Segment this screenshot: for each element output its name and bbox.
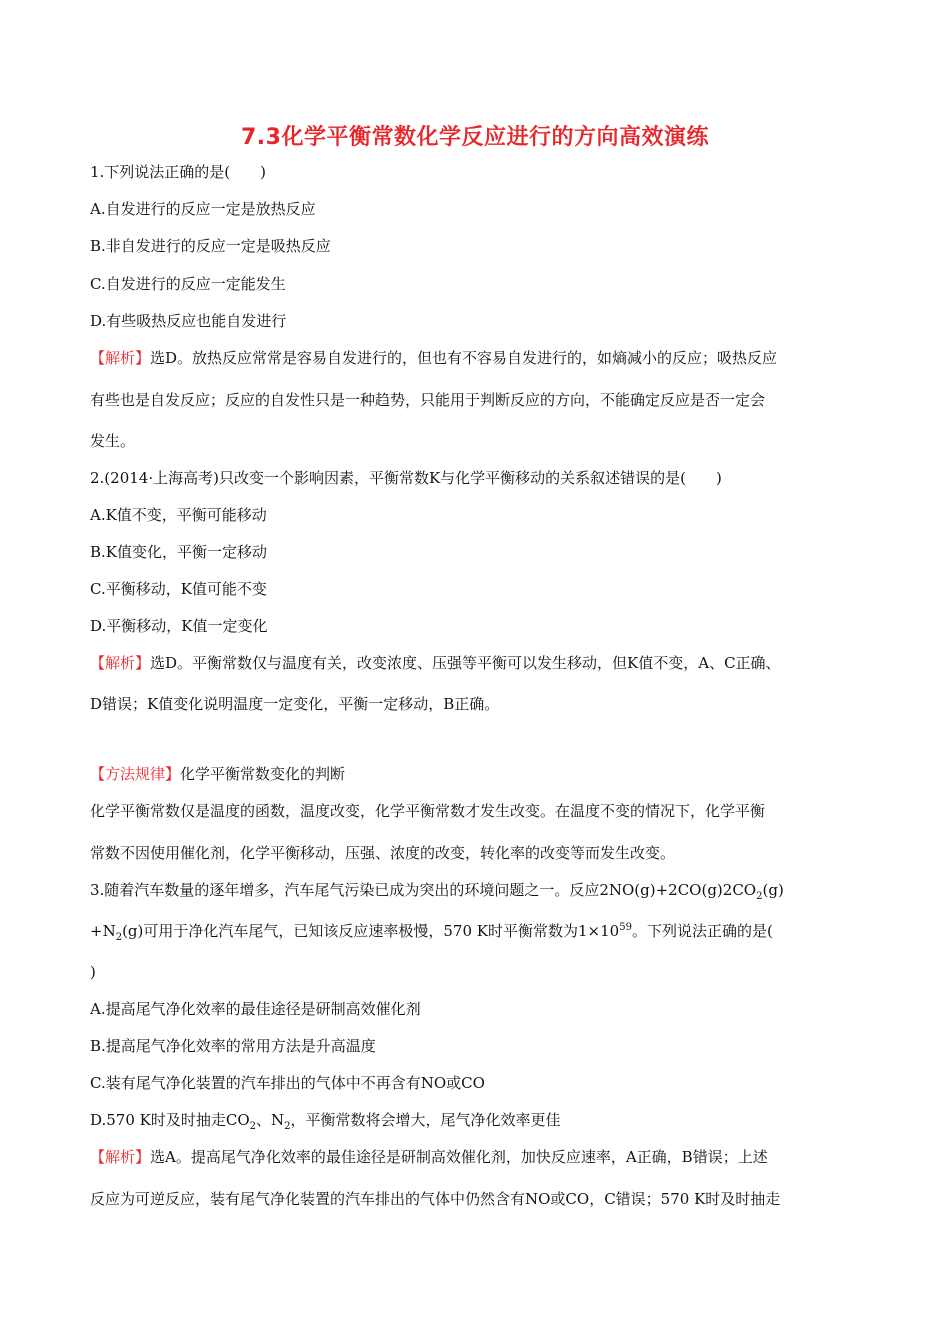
question-3-stem-text: 3.随着汽车数量的逐年增多，汽车尾气污染已成为突出的环境问题之一。反应2NO(g)+2CO(g)2CO [90, 881, 757, 899]
question-3-stem-text: 。下列说法正确的是( [631, 922, 773, 940]
subscript: 2 [284, 1121, 291, 1132]
method-heading [90, 764, 880, 784]
question-3-stem-line-2 [90, 921, 880, 941]
analysis-tag: 【解析】 [90, 1148, 151, 1166]
question-1-analysis-line-3: 发生。 [90, 432, 136, 450]
option-text: ，平衡常数将会增大，尾气净化效率更佳 [290, 1111, 561, 1129]
question-1-analysis-line-2: 有些也是自发反应；反应的自发性只是一种趋势，只能用于判断反应的方向，不能确定反应是否一定会 [90, 391, 766, 409]
subscript: 2 [756, 891, 763, 902]
method-line-2: 常数不因使用催化剂，化学平衡移动，压强、浓度的改变，转化率的改变等而发生改变。 [90, 844, 676, 862]
analysis-text: 选D。放热反应常常是容易自发进行的，但也有不容易自发进行的，如熵减小的反应；吸热反应 [150, 349, 778, 367]
subscript: 2 [115, 932, 123, 943]
question-2-option-c: C.平衡移动，K值可能不变 [90, 580, 267, 598]
analysis-tag: 【解析】 [90, 654, 151, 672]
superscript: 59 [619, 922, 632, 933]
question-1-option-d: D.有些吸热反应也能自发进行 [90, 312, 287, 330]
question-3-option-b: B.提高尾气净化效率的常用方法是升高温度 [90, 1037, 376, 1055]
question-1-option-b: B.非自发进行的反应一定是吸热反应 [90, 237, 331, 255]
page-title: 7.3化学平衡常数化学反应进行的方向高效演练 [241, 125, 709, 150]
question-3-stem-text: +N [90, 922, 116, 940]
question-3-stem-line-3: ) [90, 963, 96, 981]
method-line-1: 化学平衡常数仅是温度的函数，温度改变，化学平衡常数才发生改变。在温度不变的情况下，化学平衡 [90, 802, 766, 820]
question-3-option-a: A.提高尾气净化效率的最佳途径是研制高效催化剂 [90, 1000, 421, 1018]
subscript: 2 [249, 1121, 257, 1132]
question-3-option-c: C.装有尾气净化装置的汽车排出的气体中不再含有NO或CO [90, 1074, 485, 1092]
question-2-analysis-line-1 [90, 653, 880, 673]
question-1-analysis-line-1 [90, 348, 880, 368]
question-2-analysis-line-2: D错误；K值变化说明温度一定变化，平衡一定移动，B正确。 [90, 695, 500, 713]
method-heading-text: 化学平衡常数变化的判断 [180, 765, 346, 783]
method-tag: 【方法规律】 [90, 765, 181, 783]
question-2-option-b: B.K值变化，平衡一定移动 [90, 543, 267, 561]
option-text: 、N [256, 1111, 285, 1129]
question-1-option-a: A.自发进行的反应一定是放热反应 [90, 200, 316, 218]
question-3-stem-text: (g)可用于净化汽车尾气，已知该反应速率极慢，570 K时平衡常数为1×10 [122, 922, 620, 940]
question-2-option-d: D.平衡移动，K值一定变化 [90, 617, 268, 635]
question-3-option-d [90, 1110, 880, 1130]
analysis-text: 选D。平衡常数仅与温度有关，改变浓度、压强等平衡可以发生移动，但K值不变，A、C正确、 [150, 654, 781, 672]
question-1-option-c: C.自发进行的反应一定能发生 [90, 275, 286, 293]
question-3-stem-line-1 [90, 880, 880, 900]
question-3-stem-text: (g) [762, 881, 784, 899]
question-2-option-a: A.K值不变，平衡可能移动 [90, 506, 267, 524]
question-1-stem: 1.下列说法正确的是( ) [90, 163, 267, 181]
question-2-stem: 2.(2014·上海高考)只改变一个影响因素，平衡常数K与化学平衡移动的关系叙述错误的是( ) [90, 469, 722, 487]
option-text: D.570 K时及时抽走CO [90, 1111, 250, 1129]
question-3-analysis-line-1 [90, 1147, 880, 1167]
question-3-analysis-line-2: 反应为可逆反应，装有尾气净化装置的汽车排出的气体中仍然含有NO或CO，C错误；570 K时及时抽走 [90, 1190, 781, 1208]
analysis-text: 选A。提高尾气净化效率的最佳途径是研制高效催化剂，加快反应速率，A正确，B错误；上述 [150, 1148, 768, 1166]
analysis-tag: 【解析】 [90, 349, 151, 367]
